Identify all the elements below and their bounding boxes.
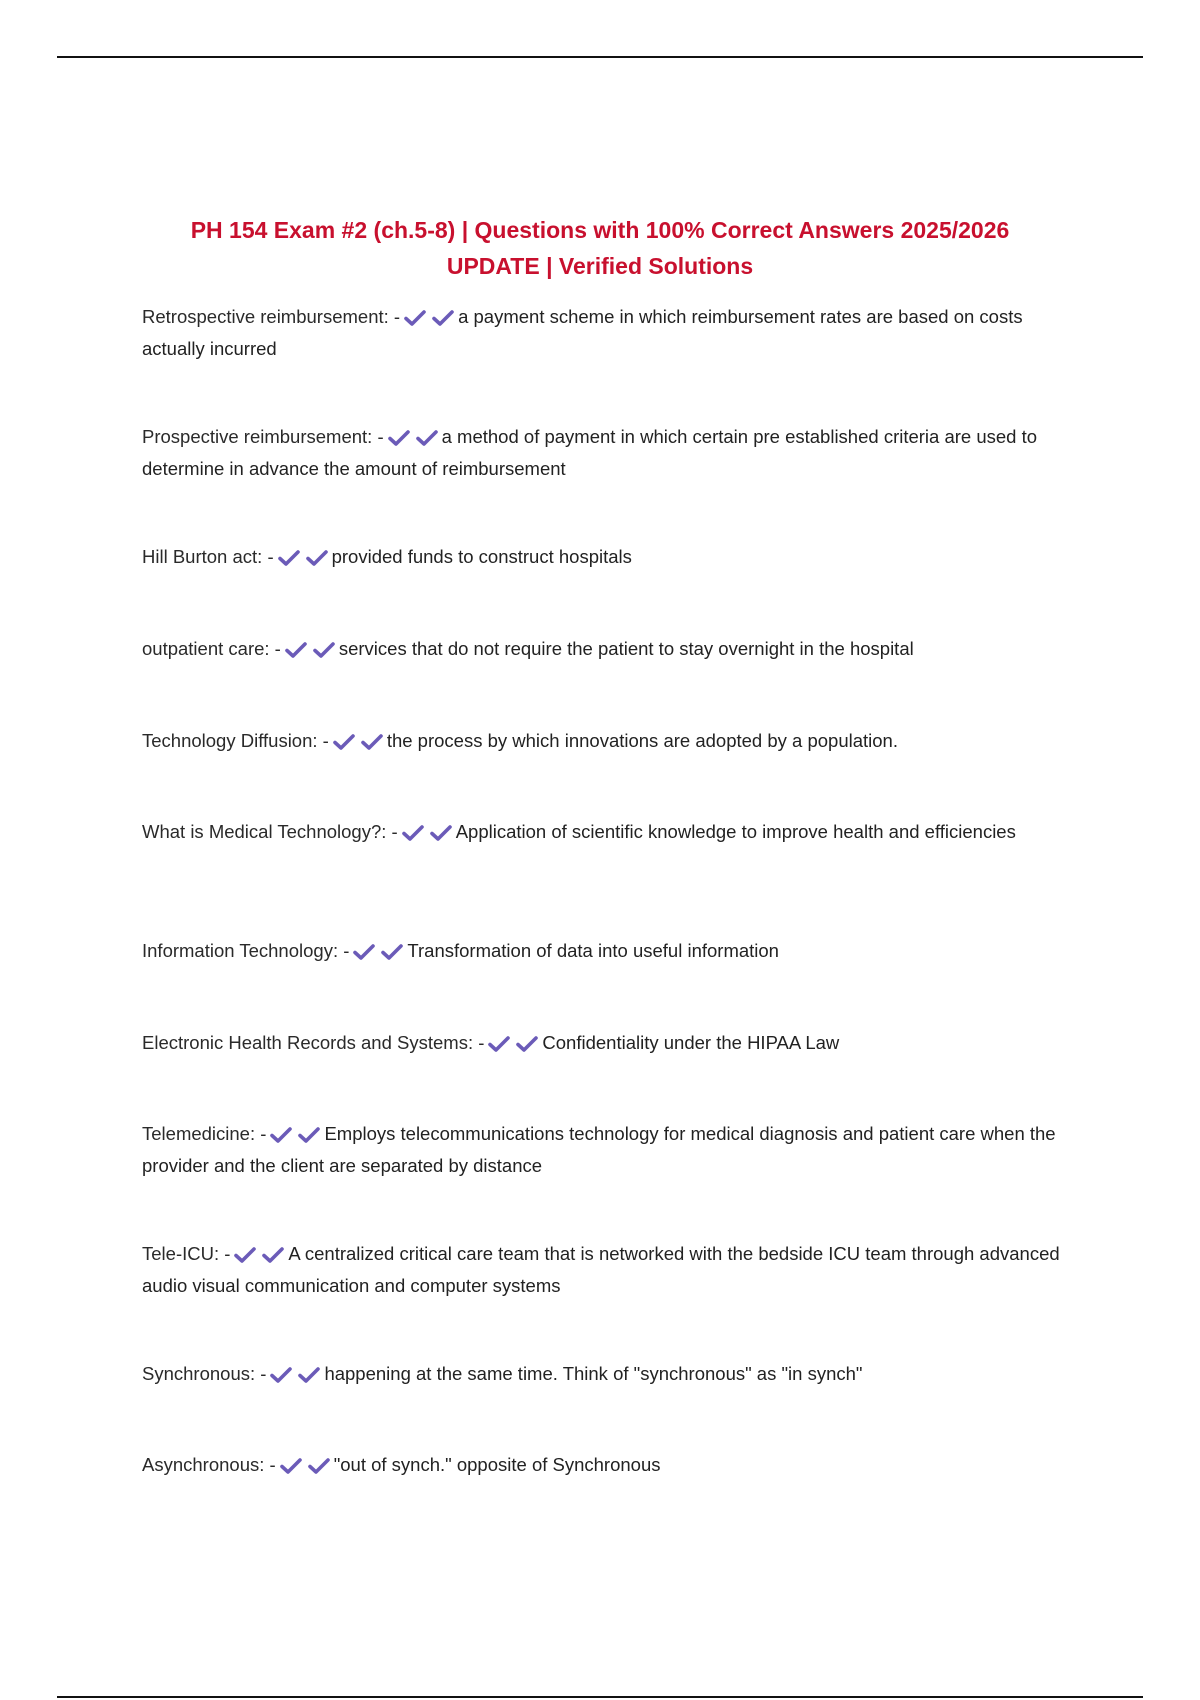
answer-text: the process by which innovations are adopted by a population. bbox=[386, 730, 898, 751]
answer-text: Application of scientific knowledge to improve health and efficiencies bbox=[455, 821, 1016, 842]
question-term: Hill Burton act: bbox=[142, 546, 263, 567]
checkmark-icon bbox=[298, 1367, 320, 1383]
checkmark-icon bbox=[361, 734, 383, 750]
checkmark-icon bbox=[270, 1367, 292, 1383]
checkmark-icon bbox=[333, 734, 355, 750]
checkmark-icon bbox=[353, 944, 375, 960]
checkmark-icon bbox=[298, 1127, 320, 1143]
separator-dash: - bbox=[267, 546, 274, 567]
qa-item bbox=[142, 543, 1072, 575]
answer-text: A centralized critical care team that is networked with the bedside ICU team through advanced audio visual communication and computer systems bbox=[142, 1243, 1060, 1296]
verified-checks bbox=[402, 821, 452, 850]
checkmark-icon bbox=[306, 550, 328, 566]
checkmark-icon bbox=[430, 825, 452, 841]
answer-text: a method of payment in which certain pre established criteria are used to determine in advance the amount of reimbursement bbox=[142, 426, 1038, 479]
title-line-2: UPDATE | Verified Solutions bbox=[446, 253, 754, 279]
verified-checks bbox=[280, 1454, 330, 1483]
qa-item bbox=[142, 423, 1072, 483]
document-title bbox=[120, 212, 1080, 284]
verified-checks bbox=[234, 1243, 284, 1272]
answer-text: "out of synch." opposite of Synchronous bbox=[333, 1454, 661, 1475]
qa-item bbox=[142, 1029, 1072, 1061]
separator-dash: - bbox=[274, 638, 281, 659]
verified-checks bbox=[488, 1032, 538, 1061]
question-term: Asynchronous: bbox=[142, 1454, 265, 1475]
qa-item bbox=[142, 1360, 1072, 1392]
verified-checks bbox=[404, 306, 454, 335]
separator-dash: - bbox=[224, 1243, 231, 1264]
verified-checks bbox=[270, 1363, 320, 1392]
question-term: Telemedicine: bbox=[142, 1123, 256, 1144]
verified-checks bbox=[278, 546, 328, 575]
qa-item bbox=[142, 1240, 1072, 1300]
answer-text: provided funds to construct hospitals bbox=[331, 546, 632, 567]
separator-dash: - bbox=[260, 1123, 267, 1144]
checkmark-icon bbox=[402, 825, 424, 841]
qa-item bbox=[142, 818, 1072, 850]
separator-dash: - bbox=[377, 426, 384, 447]
answer-text: Employs telecommunications technology for medical diagnosis and patient care when the provider and the client are separated by distance bbox=[142, 1123, 1056, 1176]
separator-dash: - bbox=[391, 821, 398, 842]
question-term: Technology Diffusion: bbox=[142, 730, 318, 751]
checkmark-icon bbox=[404, 310, 426, 326]
question-term: Prospective reimbursement: bbox=[142, 426, 373, 447]
answer-text: a payment scheme in which reimbursement rates are based on costs actually incurred bbox=[142, 306, 1023, 359]
qa-item bbox=[142, 635, 1072, 667]
verified-checks bbox=[333, 730, 383, 759]
checkmark-icon bbox=[416, 430, 438, 446]
checkmark-icon bbox=[270, 1127, 292, 1143]
separator-dash: - bbox=[343, 940, 350, 961]
question-term: Synchronous: bbox=[142, 1363, 256, 1384]
checkmark-icon bbox=[488, 1036, 510, 1052]
verified-checks bbox=[285, 638, 335, 667]
checkmark-icon bbox=[388, 430, 410, 446]
question-term: Tele-ICU: bbox=[142, 1243, 220, 1264]
verified-checks bbox=[270, 1123, 320, 1152]
question-term: What is Medical Technology?: bbox=[142, 821, 387, 842]
checkmark-icon bbox=[313, 642, 335, 658]
qa-item bbox=[142, 303, 1072, 363]
checkmark-icon bbox=[280, 1458, 302, 1474]
answer-text: Confidentiality under the HIPAA Law bbox=[542, 1032, 840, 1053]
checkmark-icon bbox=[308, 1458, 330, 1474]
checkmark-icon bbox=[432, 310, 454, 326]
qa-item bbox=[142, 937, 1072, 969]
separator-dash: - bbox=[260, 1363, 267, 1384]
separator-dash: - bbox=[478, 1032, 485, 1053]
question-term: Retrospective reimbursement: bbox=[142, 306, 389, 327]
verified-checks bbox=[353, 940, 403, 969]
checkmark-icon bbox=[285, 642, 307, 658]
answer-text: services that do not require the patient to stay overnight in the hospital bbox=[338, 638, 914, 659]
question-term: outpatient care: bbox=[142, 638, 270, 659]
checkmark-icon bbox=[278, 550, 300, 566]
top-divider bbox=[57, 56, 1143, 58]
checkmark-icon bbox=[516, 1036, 538, 1052]
title-line-1: PH 154 Exam #2 (ch.5-8) | Questions with 100% Correct Answers 2025/2026 bbox=[190, 217, 1010, 243]
qa-item bbox=[142, 727, 1072, 759]
checkmark-icon bbox=[234, 1247, 256, 1263]
separator-dash: - bbox=[322, 730, 329, 751]
qa-item bbox=[142, 1451, 1072, 1483]
separator-dash: - bbox=[393, 306, 401, 327]
separator-dash: - bbox=[269, 1454, 276, 1475]
answer-text: Transformation of data into useful information bbox=[407, 940, 779, 961]
bottom-divider bbox=[57, 1696, 1143, 1698]
question-term: Information Technology: bbox=[142, 940, 339, 961]
checkmark-icon bbox=[381, 944, 403, 960]
qa-item bbox=[142, 1120, 1072, 1180]
verified-checks bbox=[388, 426, 438, 455]
question-term: Electronic Health Records and Systems: bbox=[142, 1032, 474, 1053]
checkmark-icon bbox=[262, 1247, 284, 1263]
answer-text: happening at the same time. Think of "synchronous" as "in synch" bbox=[324, 1363, 863, 1384]
